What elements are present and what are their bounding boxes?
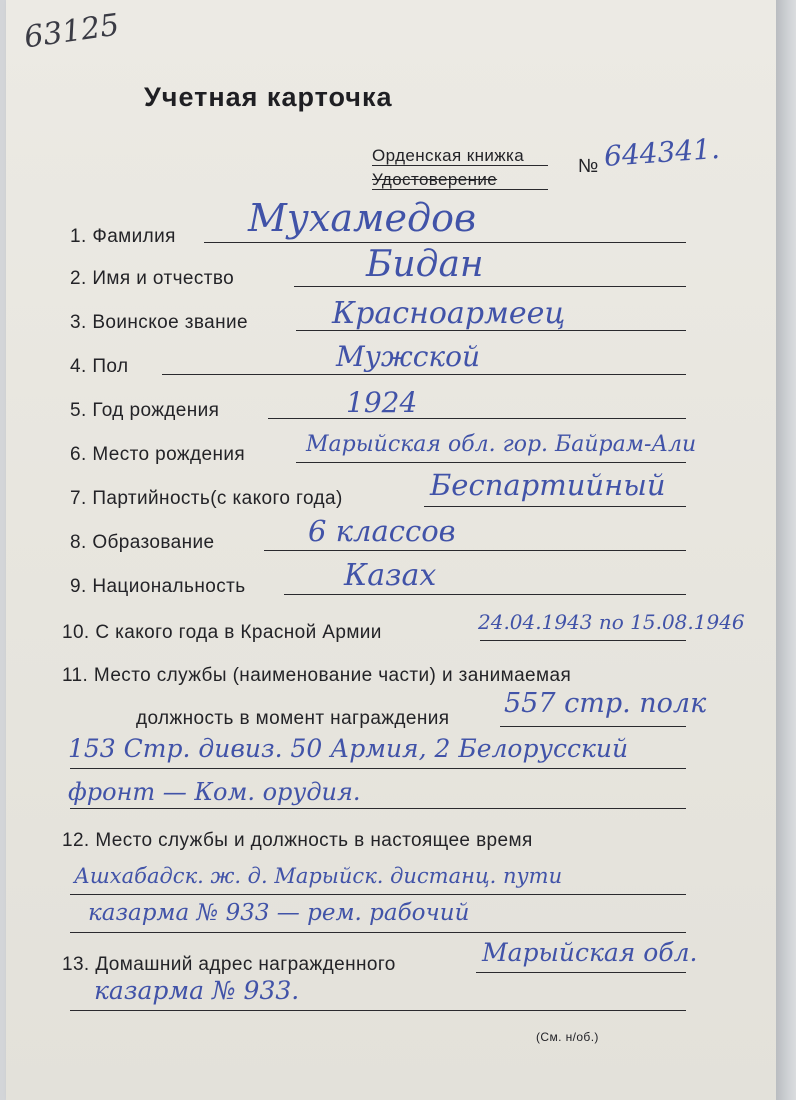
field-8-label: 8. Образование	[70, 532, 215, 553]
field-10-value: 24.04.1943 по 15.08.1946	[478, 610, 745, 634]
number-symbol: №	[578, 156, 599, 177]
field-4-value: Мужской	[336, 340, 481, 373]
field-11-label-line2: должность в момент награждения	[136, 708, 450, 729]
field-2-label: 2. Имя и отчество	[70, 268, 235, 289]
field-1-value: Мухамедов	[248, 196, 477, 240]
field-11-line-3	[70, 808, 686, 809]
field-13-value-line2: казарма № 933.	[94, 976, 300, 1005]
certificate-label: Удостоверение	[372, 170, 498, 189]
archive-number: 63125	[22, 7, 122, 56]
page-title: Учетная карточка	[144, 82, 393, 112]
field-12-label: 12. Место службы и должность в настоящее время	[62, 830, 533, 851]
field-3-label: 3. Воинское звание	[70, 312, 248, 333]
field-4-line	[162, 374, 686, 375]
field-6-value: Марыйская обл. гор. Байрам-Али	[306, 432, 697, 457]
field-6-label: 6. Место рождения	[70, 444, 246, 465]
field-8-line	[264, 550, 686, 551]
field-2-line	[294, 286, 686, 287]
field-11-label: 11. Место службы (наименование части) и занимаемая	[62, 665, 572, 686]
field-11-line-1	[500, 726, 686, 727]
field-6-line	[296, 462, 686, 463]
field-12-line-2	[70, 932, 686, 933]
field-4-label: 4. Пол	[70, 356, 129, 377]
field-13-value: Марыйская обл.	[482, 938, 698, 967]
field-10-label: 10. С какого года в Красной Армии	[62, 622, 382, 643]
field-5-label: 5. Год рождения	[70, 400, 220, 421]
back-card-edge	[776, 0, 796, 1100]
field-7-value: Беспартийный	[430, 468, 666, 502]
registration-card	[6, 0, 776, 1100]
field-9-line	[284, 594, 686, 595]
field-3-value: Красноармеец	[332, 296, 566, 331]
field-1-line	[204, 242, 686, 243]
order-book-number: 644341.	[602, 132, 721, 173]
field-5-line	[268, 418, 686, 419]
field-12-line-1	[70, 894, 686, 895]
certificate-underline	[372, 189, 548, 190]
field-7-line	[424, 506, 686, 507]
order-book-underline	[372, 165, 548, 166]
field-9-label: 9. Национальность	[70, 576, 246, 597]
field-13-line-1	[476, 972, 686, 973]
order-book-label: Орденская книжка	[372, 146, 525, 165]
field-11-line-2	[70, 768, 686, 769]
field-12-value: Ашхабадск. ж. д. Марыйск. дистанц. пути	[74, 864, 563, 888]
field-12-value-line2: казарма № 933 — рем. рабочий	[88, 900, 470, 926]
field-2-value: Бидан	[366, 244, 484, 285]
footer-note: (См. н/об.)	[536, 1030, 599, 1044]
field-7-label: 7. Партийность(с какого года)	[70, 488, 343, 509]
field-5-value: 1924	[346, 386, 418, 419]
field-11-value-line3: фронт — Ком. орудия.	[68, 778, 361, 806]
field-8-value: 6 классов	[308, 514, 456, 548]
field-1-label: 1. Фамилия	[70, 226, 176, 247]
field-9-value: Казах	[344, 558, 437, 593]
field-10-line	[480, 640, 686, 641]
field-13-label: 13. Домашний адрес награжденного	[62, 954, 396, 975]
field-11-value-line2: 153 Стр. дивиз. 50 Армия, 2 Белорусский	[68, 734, 629, 763]
field-13-line-2	[70, 1010, 686, 1011]
field-11-value: 557 стр. полк	[504, 688, 707, 719]
